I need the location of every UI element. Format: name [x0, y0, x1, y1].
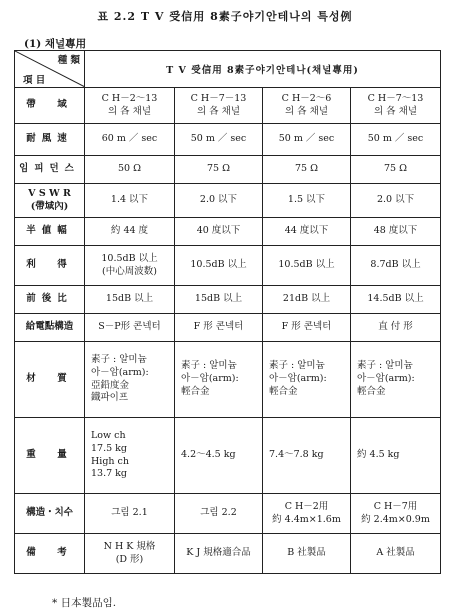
- table-cell: Low ch 17.5 kg High ch 13.7 kg: [85, 418, 175, 494]
- table-cell: 10.5dB 以上: [175, 246, 263, 286]
- table-cell: 素子 : 알미늄 아－암(arm): 亞鉛度金 鐵파이프: [85, 342, 175, 418]
- table-row: [15, 418, 441, 494]
- table-cell: 50 m ／ sec: [263, 124, 351, 156]
- table-cell: 14.5dB 以上: [351, 286, 441, 314]
- table-cell: 10.5dB 以上: [263, 246, 351, 286]
- spec-table: [14, 50, 441, 574]
- table-cell: 10.5dB 以上 (中心周波数): [85, 246, 175, 286]
- table-cell: N H K 規格 (D 形): [85, 534, 175, 574]
- table-cell: F 形 콘넥터: [263, 314, 351, 342]
- table-row: [15, 218, 441, 246]
- table-subtitle: (1) 채널專用: [24, 38, 87, 50]
- table-cell: C H－2～6 의 各 채널: [263, 88, 351, 124]
- row-label: 前後比: [15, 286, 85, 314]
- table-row: [15, 184, 441, 218]
- table-cell: 2.0 以下: [351, 184, 441, 218]
- corner-bottom-label: 項 目: [23, 75, 46, 86]
- table-cell: 約 44 度: [85, 218, 175, 246]
- table-cell: 素子 : 알미늄 아－암(arm): 輕合金: [175, 342, 263, 418]
- row-label: 材 質: [15, 342, 85, 418]
- table-cell: 75 Ω: [351, 156, 441, 184]
- table-cell: 約 4.5 kg: [351, 418, 441, 494]
- table-title: 표 2.2 T V 受信用 8素子야기안테나의 특성例: [97, 10, 353, 23]
- table-cell: A 社製品: [351, 534, 441, 574]
- row-label: 構造・치수: [15, 494, 85, 534]
- table-cell: 60 m ／ sec: [85, 124, 175, 156]
- table-cell: F 形 콘넥터: [175, 314, 263, 342]
- table-cell: 21dB 以上: [263, 286, 351, 314]
- row-label: 重 量: [15, 418, 85, 494]
- row-label: 임피던스: [15, 156, 85, 184]
- table-cell: C H－2用 約 4.4m×1.6m: [263, 494, 351, 534]
- table-cell: 2.0 以下: [175, 184, 263, 218]
- table-row: [15, 124, 441, 156]
- row-label: 半値幅: [15, 218, 85, 246]
- table-row: [15, 342, 441, 418]
- table-cell: 44 度以下: [263, 218, 351, 246]
- table-row: [15, 494, 441, 534]
- table-row: [15, 286, 441, 314]
- row-label: 耐風速: [15, 124, 85, 156]
- row-label: 備 考: [15, 534, 85, 574]
- row-label: 利 得: [15, 246, 85, 286]
- table-cell: 50 m ／ sec: [351, 124, 441, 156]
- table-cell: 直 付 形: [351, 314, 441, 342]
- table-cell: 15dB 以上: [85, 286, 175, 314]
- table-cell: 1.5 以下: [263, 184, 351, 218]
- table-cell: 7.4～7.8 kg: [263, 418, 351, 494]
- table-cell: 8.7dB 以上: [351, 246, 441, 286]
- table-row: [15, 246, 441, 286]
- footnote: * 日本製品임.: [52, 597, 117, 609]
- table-row: [15, 534, 441, 574]
- table-cell: B 社製品: [263, 534, 351, 574]
- header-row: [15, 51, 441, 88]
- table-cell: 그림 2.1: [85, 494, 175, 534]
- table-cell: 48 度以下: [351, 218, 441, 246]
- table-cell: 50 m ／ sec: [175, 124, 263, 156]
- table-row: [15, 314, 441, 342]
- table-cell: 1.4 以下: [85, 184, 175, 218]
- table-cell: C H－7用 約 2.4m×0.9m: [351, 494, 441, 534]
- table-cell: 그림 2.2: [175, 494, 263, 534]
- row-label: 給電點構造: [15, 314, 85, 342]
- table-cell: 素子 : 알미늄 아－암(arm): 輕合金: [263, 342, 351, 418]
- table-cell: K J 規格適合品: [175, 534, 263, 574]
- row-label: V S W R (帶域內): [15, 184, 85, 218]
- table-row: [15, 88, 441, 124]
- corner-cell: [15, 51, 85, 88]
- row-label: 帶 域: [15, 88, 85, 124]
- table-cell: C H－7～13 의 各 채널: [351, 88, 441, 124]
- table-cell: 40 度以下: [175, 218, 263, 246]
- table-cell: 15dB 以上: [175, 286, 263, 314]
- corner-top-label: 種 類: [57, 55, 80, 66]
- table-cell: C H－2～13 의 各 채널: [85, 88, 175, 124]
- table-cell: 4.2～4.5 kg: [175, 418, 263, 494]
- table-cell: 素子 : 알미늄 아－암(arm): 輕合金: [351, 342, 441, 418]
- header-span-title: T V 受信用 8素子야기안테나(채널專用): [85, 51, 441, 88]
- table-cell: 75 Ω: [263, 156, 351, 184]
- table-cell: S－P形 콘넥터: [85, 314, 175, 342]
- table-row: [15, 156, 441, 184]
- table-cell: C H－7－13 의 各 채널: [175, 88, 263, 124]
- table-cell: 50 Ω: [85, 156, 175, 184]
- table-cell: 75 Ω: [175, 156, 263, 184]
